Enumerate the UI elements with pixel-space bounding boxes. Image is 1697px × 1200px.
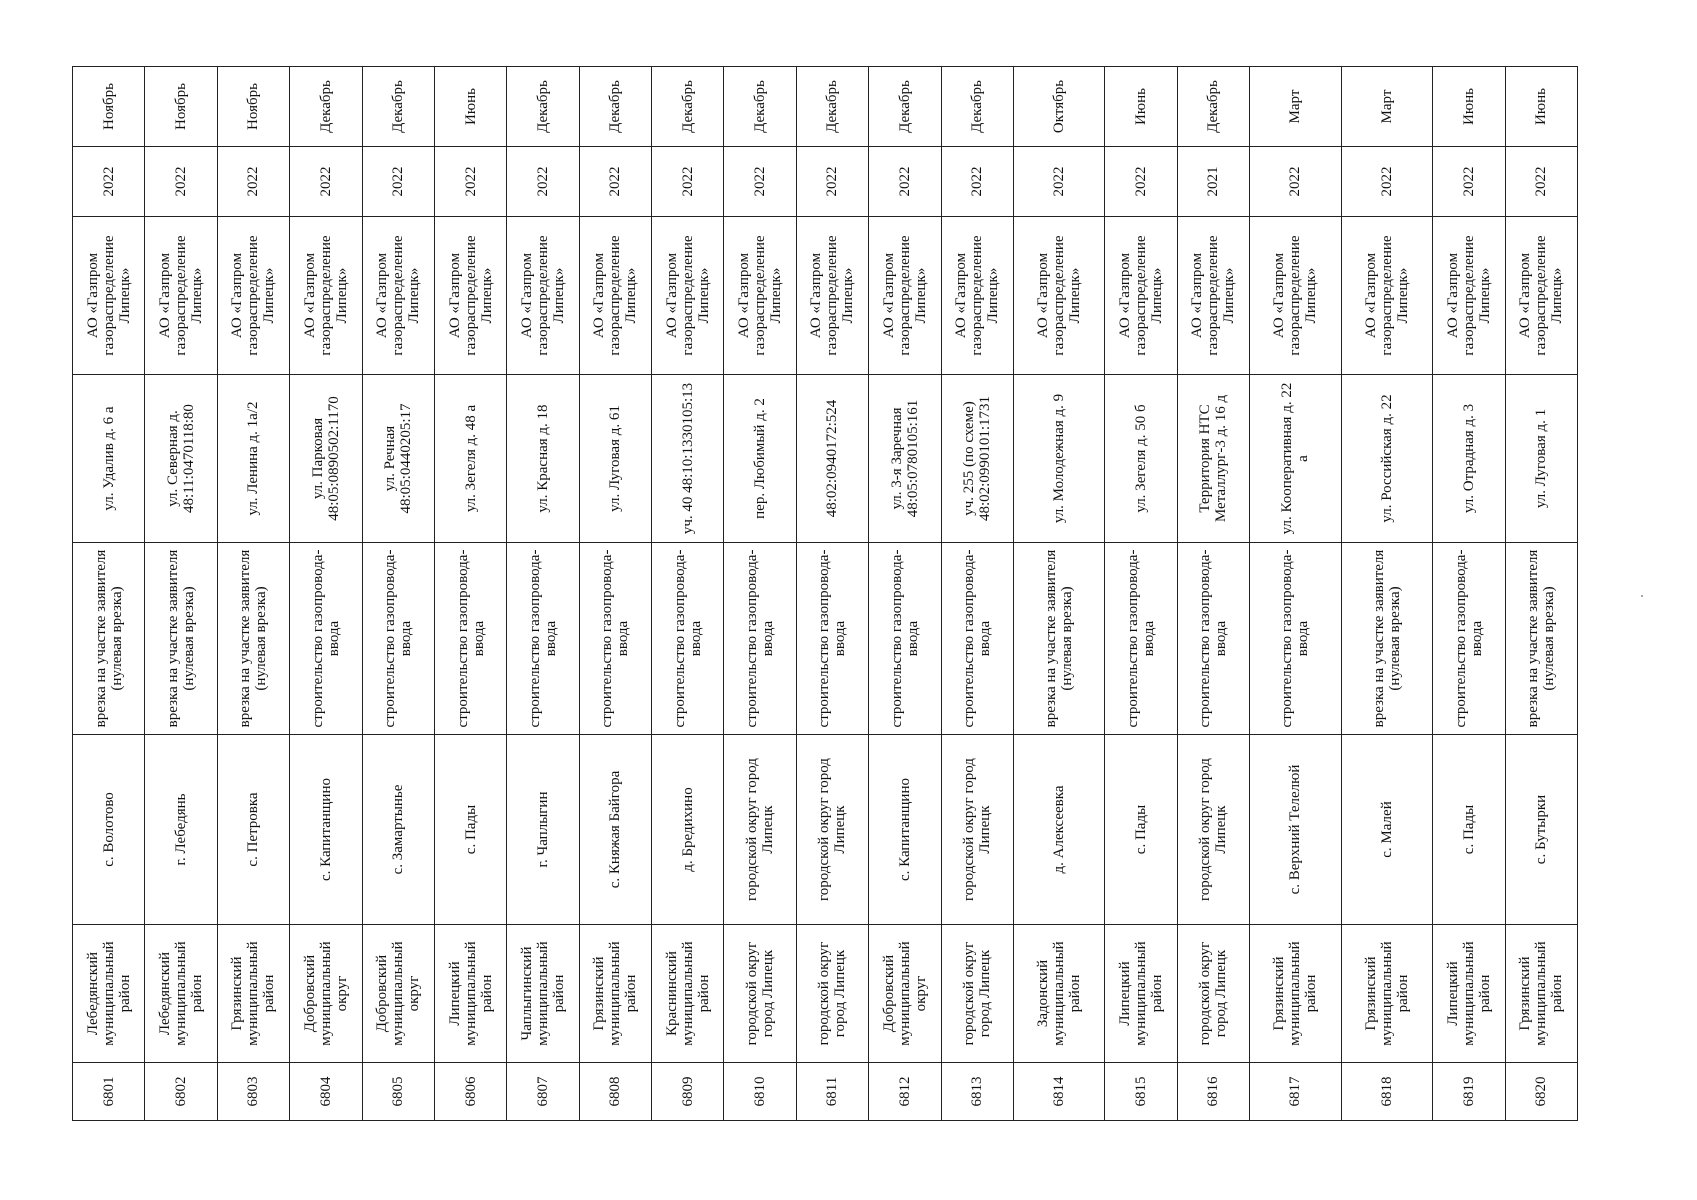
table-row (579, 67, 651, 1121)
cell-district: Добровский муниципальный округ (362, 925, 434, 1063)
cell-work-type: врезка на участке заявителя (нулевая врезка) (1505, 543, 1577, 735)
cell-address: ул. Кооперативная д. 22 а (1250, 375, 1342, 543)
cell-district: городской округ город Липецк (724, 925, 796, 1063)
cell-locality: с. Капитанщино (869, 735, 941, 925)
cell-address: 48:02:0940172:524 (796, 375, 868, 543)
cell-number: 6802 (145, 1063, 217, 1121)
cell-locality: с. Верхний Телелюй (1250, 735, 1342, 925)
table-row (1505, 67, 1577, 1121)
cell-locality: городской округ город Липецк (941, 735, 1013, 925)
cell-year: 2022 (796, 147, 868, 217)
table-row (507, 67, 579, 1121)
cell-organization: АО «Газпром газораспределение Липецк» (1013, 217, 1105, 375)
cell-organization: АО «Газпром газораспределение Липецк» (941, 217, 1013, 375)
cell-number: 6817 (1250, 1063, 1342, 1121)
cell-month: Март (1250, 67, 1342, 147)
cell-organization: АО «Газпром газораспределение Липецк» (1341, 217, 1433, 375)
cell-organization: АО «Газпром газораспределение Липецк» (507, 217, 579, 375)
cell-locality: городской округ город Липецк (724, 735, 796, 925)
cell-locality: г. Лебедянь (145, 735, 217, 925)
cell-locality: с. Бутырки (1505, 735, 1577, 925)
cell-locality: с. Пады (1105, 735, 1177, 925)
cell-work-type: врезка на участке заявителя (нулевая врезка) (145, 543, 217, 735)
cell-year: 2022 (941, 147, 1013, 217)
table-row (1433, 67, 1505, 1121)
cell-year: 2022 (652, 147, 724, 217)
cell-organization: АО «Газпром газораспределение Липецк» (652, 217, 724, 375)
cell-locality: г. Чаплыгин (507, 735, 579, 925)
table-row (869, 67, 941, 1121)
cell-address: ул. Ленина д. 1а/2 (217, 375, 289, 543)
table-row (145, 67, 217, 1121)
cell-district: Чаплыгинский муниципальный район (507, 925, 579, 1063)
cell-year: 2022 (1341, 147, 1433, 217)
table-row (73, 67, 145, 1121)
cell-year: 2022 (507, 147, 579, 217)
cell-month: Декабрь (796, 67, 868, 147)
cell-district: Лебедянский муниципальный район (145, 925, 217, 1063)
cell-work-type: строительство газопровода-ввода (362, 543, 434, 735)
cell-month: Декабрь (362, 67, 434, 147)
cell-number: 6820 (1505, 1063, 1577, 1121)
cell-district: Задонский муниципальный район (1013, 925, 1105, 1063)
cell-month: Декабрь (869, 67, 941, 147)
cell-number: 6807 (507, 1063, 579, 1121)
cell-number: 6808 (579, 1063, 651, 1121)
cell-work-type: строительство газопровода-ввода (507, 543, 579, 735)
cell-locality: д. Бредихино (652, 735, 724, 925)
cell-address: ул. Северная д. 48:11:0470118:80 (145, 375, 217, 543)
cell-locality: д. Алексеевка (1013, 735, 1105, 925)
cell-number: 6815 (1105, 1063, 1177, 1121)
table-row (1013, 67, 1105, 1121)
cell-year: 2022 (434, 147, 506, 217)
table-row (724, 67, 796, 1121)
cell-year: 2022 (1013, 147, 1105, 217)
cell-year: 2022 (362, 147, 434, 217)
table-row (1341, 67, 1433, 1121)
cell-month: Декабрь (1177, 67, 1249, 147)
cell-locality: с. Малей (1341, 735, 1433, 925)
cell-organization: АО «Газпром газораспределение Липецк» (145, 217, 217, 375)
cell-work-type: врезка на участке заявителя (нулевая врезка) (1013, 543, 1105, 735)
cell-work-type: строительство газопровода-ввода (652, 543, 724, 735)
cell-address: ул. Луговая д. 1 (1505, 375, 1577, 543)
cell-locality: с. Замартынье (362, 735, 434, 925)
registry-table (72, 66, 1578, 1121)
cell-district: городской округ город Липецк (941, 925, 1013, 1063)
cell-month: Июнь (434, 67, 506, 147)
cell-address: ул. Удалив д. 6 а (73, 375, 145, 543)
table-row (1250, 67, 1342, 1121)
cell-number: 6814 (1013, 1063, 1105, 1121)
cell-month: Декабрь (290, 67, 362, 147)
cell-work-type: врезка на участке заявителя (нулевая врезка) (73, 543, 145, 735)
cell-year: 2022 (145, 147, 217, 217)
cell-district: Грязинский муниципальный район (579, 925, 651, 1063)
cell-year: 2022 (1105, 147, 1177, 217)
cell-district: городской округ город Липецк (1177, 925, 1249, 1063)
rotated-table-wrapper (72, 67, 1578, 1121)
cell-work-type: строительство газопровода-ввода (579, 543, 651, 735)
table-row (652, 67, 724, 1121)
cell-month: Декабрь (507, 67, 579, 147)
cell-number: 6816 (1177, 1063, 1249, 1121)
cell-work-type: строительство газопровода-ввода (1105, 543, 1177, 735)
cell-work-type: строительство газопровода-ввода (290, 543, 362, 735)
cell-district: Добровский муниципальный округ (290, 925, 362, 1063)
cell-address: Территория НТС Металлург-3 д. 16 д (1177, 375, 1249, 543)
cell-address: уч. 40 48:10:1330105:13 (652, 375, 724, 543)
cell-year: 2021 (1177, 147, 1249, 217)
cell-month: Декабрь (652, 67, 724, 147)
cell-address: уч. 255 (по схеме) 48:02:0990101:1731 (941, 375, 1013, 543)
cell-address: ул. 3-я Заречная 48:05:0780105:161 (869, 375, 941, 543)
cell-organization: АО «Газпром газораспределение Липецк» (796, 217, 868, 375)
cell-month: Октябрь (1013, 67, 1105, 147)
cell-work-type: строительство газопровода-ввода (1433, 543, 1505, 735)
cell-organization: АО «Газпром газораспределение Липецк» (1177, 217, 1249, 375)
cell-organization: АО «Газпром газораспределение Липецк» (1250, 217, 1342, 375)
cell-work-type: строительство газопровода-ввода (941, 543, 1013, 735)
cell-month: Декабрь (941, 67, 1013, 147)
table-row (941, 67, 1013, 1121)
cell-organization: АО «Газпром газораспределение Липецк» (434, 217, 506, 375)
cell-organization: АО «Газпром газораспределение Липецк» (1433, 217, 1505, 375)
cell-organization: АО «Газпром газораспределение Липецк» (1105, 217, 1177, 375)
cell-district: Липецкий муниципальный район (434, 925, 506, 1063)
cell-month: Июнь (1505, 67, 1577, 147)
cell-work-type: строительство газопровода-ввода (1250, 543, 1342, 735)
cell-address: ул. Речная 48:05:0440205:17 (362, 375, 434, 543)
cell-number: 6813 (941, 1063, 1013, 1121)
cell-month: Июнь (1433, 67, 1505, 147)
cell-locality: городской округ город Липецк (796, 735, 868, 925)
cell-month: Июнь (1105, 67, 1177, 147)
table-row (362, 67, 434, 1121)
cell-district: городской округ город Липецк (796, 925, 868, 1063)
cell-locality: с. Петровка (217, 735, 289, 925)
cell-district: Добровский муниципальный округ (869, 925, 941, 1063)
cell-address: ул. Молодежная д. 9 (1013, 375, 1105, 543)
cell-locality: с. Капитанщино (290, 735, 362, 925)
cell-number: 6806 (434, 1063, 506, 1121)
cell-organization: АО «Газпром газораспределение Липецк» (362, 217, 434, 375)
cell-organization: АО «Газпром газораспределение Липецк» (724, 217, 796, 375)
cell-address: ул. Отрадная д. 3 (1433, 375, 1505, 543)
cell-address: пер. Любимый д. 2 (724, 375, 796, 543)
cell-year: 2022 (579, 147, 651, 217)
cell-organization: АО «Газпром газораспределение Липецк» (579, 217, 651, 375)
cell-address: ул. Зегеля д. 50 б (1105, 375, 1177, 543)
cell-work-type: строительство газопровода-ввода (796, 543, 868, 735)
cell-year: 2022 (1505, 147, 1577, 217)
cell-district: Краснинский муниципальный район (652, 925, 724, 1063)
cell-district: Липецкий муниципальный район (1105, 925, 1177, 1063)
cell-work-type: строительство газопровода-ввода (869, 543, 941, 735)
cell-work-type: врезка на участке заявителя (нулевая врезка) (217, 543, 289, 735)
cell-number: 6811 (796, 1063, 868, 1121)
cell-work-type: врезка на участке заявителя (нулевая врезка) (1341, 543, 1433, 735)
cell-number: 6804 (290, 1063, 362, 1121)
cell-number: 6818 (1341, 1063, 1433, 1121)
table-row (1105, 67, 1177, 1121)
cell-number: 6805 (362, 1063, 434, 1121)
cell-district: Грязинский муниципальный район (1250, 925, 1342, 1063)
cell-locality: с. Пады (434, 735, 506, 925)
cell-number: 6809 (652, 1063, 724, 1121)
cell-district: Липецкий муниципальный район (1433, 925, 1505, 1063)
cell-month: Декабрь (579, 67, 651, 147)
cell-address: ул. Луговая д. 61 (579, 375, 651, 543)
cell-address: ул. Зегеля д. 48 а (434, 375, 506, 543)
cell-year: 2022 (1433, 147, 1505, 217)
cell-organization: АО «Газпром газораспределение Липецк» (1505, 217, 1577, 375)
cell-locality: городской округ город Липецк (1177, 735, 1249, 925)
cell-year: 2022 (724, 147, 796, 217)
cell-work-type: строительство газопровода-ввода (724, 543, 796, 735)
cell-address: ул. Российская д. 22 (1341, 375, 1433, 543)
cell-month: Ноябрь (73, 67, 145, 147)
cell-organization: АО «Газпром газораспределение Липецк» (73, 217, 145, 375)
cell-year: 2022 (1250, 147, 1342, 217)
cell-year: 2022 (217, 147, 289, 217)
cell-locality: с. Волотово (73, 735, 145, 925)
table-row (1177, 67, 1249, 1121)
cell-month: Декабрь (724, 67, 796, 147)
cell-organization: АО «Газпром газораспределение Липецк» (217, 217, 289, 375)
cell-address: ул. Красная д. 18 (507, 375, 579, 543)
cell-number: 6812 (869, 1063, 941, 1121)
cell-work-type: строительство газопровода-ввода (1177, 543, 1249, 735)
table-row (290, 67, 362, 1121)
scan-speck (1641, 595, 1643, 597)
table-body (73, 67, 1578, 1121)
cell-number: 6810 (724, 1063, 796, 1121)
cell-year: 2022 (73, 147, 145, 217)
cell-month: Март (1341, 67, 1433, 147)
cell-address: ул. Парковая 48:05:0890502:1170 (290, 375, 362, 543)
cell-locality: с. Княжая Байгора (579, 735, 651, 925)
cell-locality: с. Пады (1433, 735, 1505, 925)
cell-district: Грязинский муниципальный район (1505, 925, 1577, 1063)
cell-year: 2022 (869, 147, 941, 217)
cell-organization: АО «Газпром газораспределение Липецк» (290, 217, 362, 375)
cell-district: Грязинский муниципальный район (1341, 925, 1433, 1063)
cell-number: 6801 (73, 1063, 145, 1121)
table-row (796, 67, 868, 1121)
cell-month: Ноябрь (217, 67, 289, 147)
cell-district: Лебедянский муниципальный район (73, 925, 145, 1063)
cell-district: Грязинский муниципальный район (217, 925, 289, 1063)
cell-year: 2022 (290, 147, 362, 217)
table-row (434, 67, 506, 1121)
cell-number: 6803 (217, 1063, 289, 1121)
cell-work-type: строительство газопровода-ввода (434, 543, 506, 735)
cell-number: 6819 (1433, 1063, 1505, 1121)
cell-organization: АО «Газпром газораспределение Липецк» (869, 217, 941, 375)
cell-month: Ноябрь (145, 67, 217, 147)
table-row (217, 67, 289, 1121)
